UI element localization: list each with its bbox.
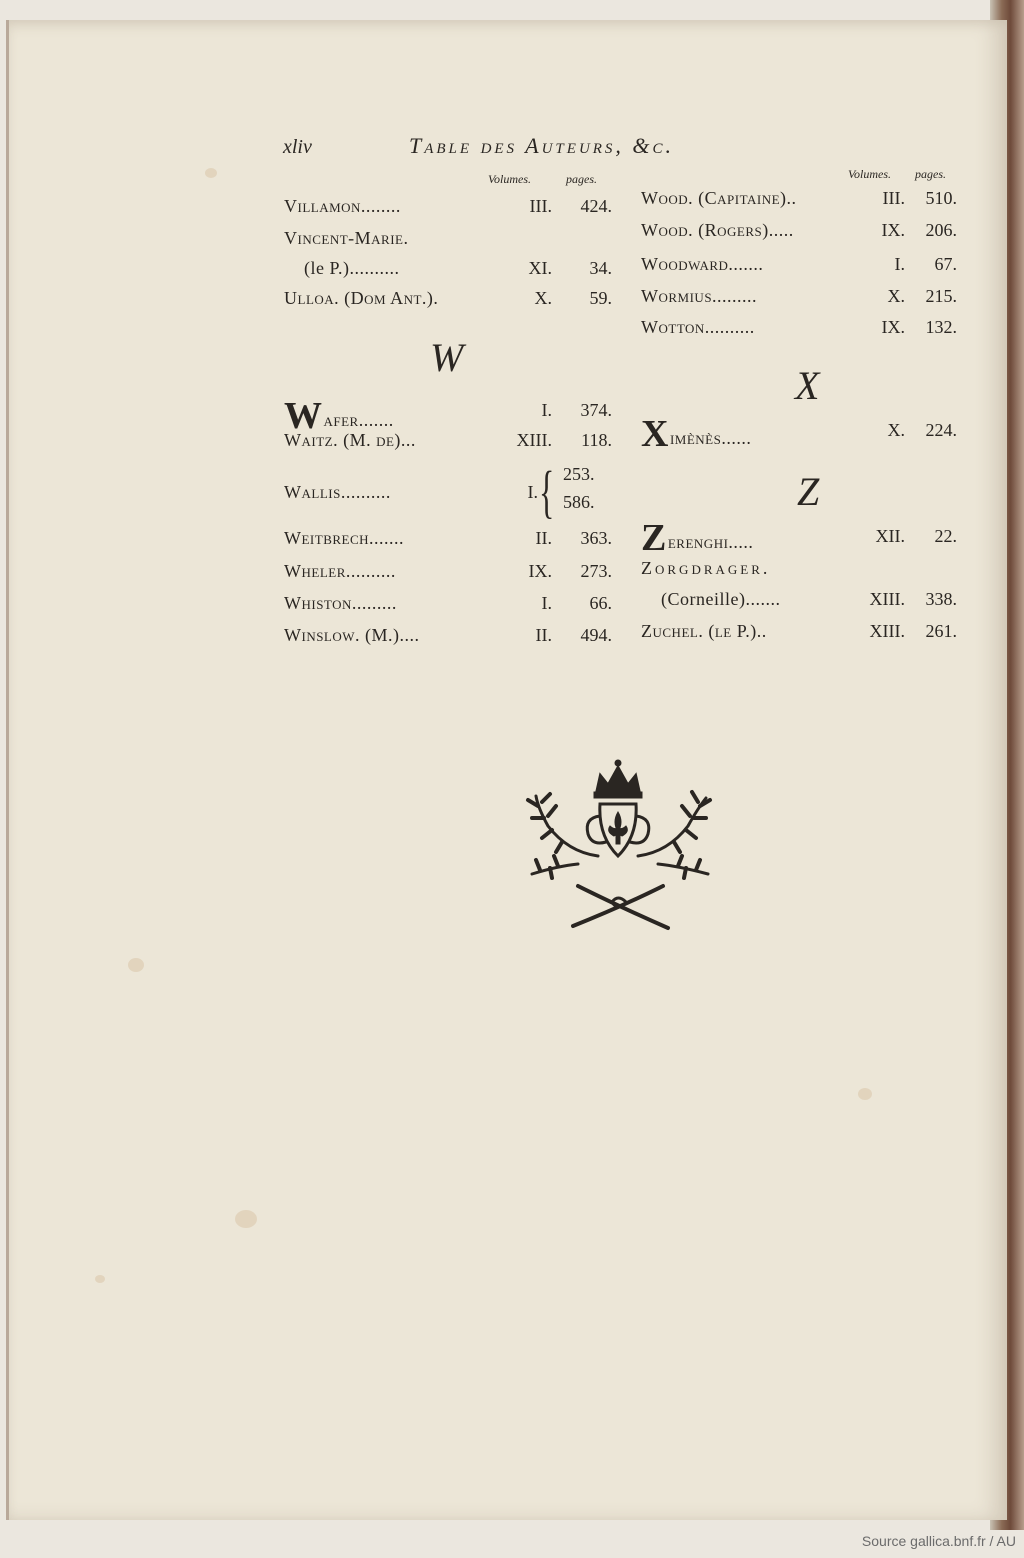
- right-volumes-head: Volumes.: [848, 167, 891, 181]
- entry-volume: III.: [882, 188, 905, 208]
- entry-name: Wormius.........: [641, 286, 758, 306]
- entry-page: 374.: [580, 400, 612, 420]
- entry-page: 586.: [563, 492, 595, 512]
- entry-volume: XII.: [875, 526, 905, 546]
- entry-volume: I.: [541, 400, 552, 420]
- entry-name: Villamon........: [284, 196, 401, 216]
- entry-page: 118.: [581, 430, 612, 450]
- entry-volume: IX.: [881, 317, 905, 337]
- left-pages-head: pages.: [566, 172, 597, 186]
- entry-page: 59.: [589, 288, 612, 308]
- paper-stain: [858, 1088, 872, 1100]
- entry-name-rest: imènès......: [669, 428, 752, 448]
- entry-name-rest: afer.......: [323, 410, 394, 430]
- entry-page: 66.: [589, 593, 612, 613]
- index-entry: [641, 220, 957, 248]
- entry-volume: I.: [894, 254, 905, 274]
- index-entry: [284, 625, 612, 653]
- entry-volume: XIII.: [516, 430, 552, 450]
- entry-page: 67.: [934, 254, 957, 274]
- index-entry: [641, 589, 957, 617]
- entry-volume: II.: [535, 528, 552, 548]
- entry-name: Zuchel. (le P.)..: [641, 621, 767, 641]
- entry-name: Vincent-Marie.: [284, 228, 409, 248]
- curly-brace: {: [539, 459, 555, 524]
- entry-name: [641, 516, 753, 560]
- entry-volume: XIII.: [869, 589, 905, 609]
- entry-volume: IX.: [528, 561, 552, 581]
- entry-name: Waitz. (M. de)...: [284, 430, 416, 450]
- drop-initial: W: [284, 395, 323, 437]
- entry-name: Wood. (Capitaine)..: [641, 188, 797, 208]
- section-letter-x: X: [795, 363, 820, 408]
- entry-name: Winslow. (M.)....: [284, 625, 420, 645]
- entry-name: Weitbrech.......: [284, 528, 405, 548]
- entry-volume: I.: [541, 593, 552, 613]
- entry-page: 215.: [925, 286, 957, 306]
- entry-page: 494.: [580, 625, 612, 645]
- entry-page: 273.: [580, 561, 612, 581]
- index-entry: [641, 516, 957, 559]
- index-entry: [284, 528, 612, 556]
- index-entry: [641, 412, 957, 455]
- entry-volume: IX.: [881, 220, 905, 240]
- entry-name: Woodward.......: [641, 254, 764, 274]
- entry-page: 253.: [563, 464, 595, 484]
- page-number: xliv: [283, 136, 312, 158]
- entry-volume: I.: [527, 482, 538, 502]
- entry-volume: X.: [534, 288, 552, 308]
- source-credit: Source gallica.bnf.fr / AU: [861, 1533, 1016, 1549]
- entry-page: 338.: [925, 589, 957, 609]
- index-entry: [641, 286, 957, 314]
- entry-page: 363.: [580, 528, 612, 548]
- drop-initial: Z: [641, 517, 667, 559]
- entry-name-rest: erenghi.....: [667, 532, 754, 552]
- index-entry: [284, 561, 612, 589]
- index-entry: [284, 258, 612, 286]
- paper-stain: [205, 168, 217, 178]
- entry-name: (le P.)..........: [304, 258, 400, 278]
- entry-name: Wood. (Rogers).....: [641, 220, 794, 240]
- index-entry: [641, 558, 957, 586]
- running-title: Table des Auteurs, &c.: [409, 133, 675, 158]
- entry-page: 132.: [925, 317, 957, 337]
- section-letter-w: W: [430, 335, 464, 380]
- entry-name: (Corneille).......: [661, 589, 781, 609]
- entry-name: Zorgdrager.: [641, 558, 771, 578]
- entry-volume: XI.: [528, 258, 552, 278]
- paper-stain: [128, 958, 144, 972]
- entry-name: Wallis..........: [284, 482, 391, 502]
- index-entry: [284, 288, 612, 316]
- entry-name: Wotton..........: [641, 317, 755, 337]
- section-letter-z: Z: [797, 469, 820, 514]
- right-pages-head: pages.: [915, 167, 946, 181]
- entry-name: Whiston.........: [284, 593, 397, 613]
- index-entry: [284, 228, 612, 256]
- entry-name: [641, 412, 751, 456]
- entry-page: 424.: [580, 196, 612, 216]
- entry-volume: II.: [535, 625, 552, 645]
- entry-page: 261.: [925, 621, 957, 641]
- entry-page: 510.: [925, 188, 957, 208]
- entry-page: 206.: [925, 220, 957, 240]
- entry-volume: X.: [887, 420, 905, 440]
- wallis-brace: [539, 459, 619, 524]
- royal-crest-ornament: [518, 756, 723, 934]
- entry-volume: III.: [529, 196, 552, 216]
- index-entry: [284, 196, 612, 224]
- drop-initial: X: [641, 413, 669, 455]
- entry-name: Ulloa. (Dom Ant.).: [284, 288, 439, 308]
- entry-volume: XIII.: [869, 621, 905, 641]
- index-entry: [284, 394, 612, 437]
- entry-page: 34.: [589, 258, 612, 278]
- paper-stain: [95, 1275, 105, 1283]
- entry-name: Wheler..........: [284, 561, 396, 581]
- index-entry: [284, 593, 612, 621]
- entry-volume: X.: [887, 286, 905, 306]
- index-entry: [641, 254, 957, 282]
- index-entry: [641, 188, 957, 216]
- left-volumes-head: Volumes.: [488, 172, 531, 186]
- entry-page: 22.: [934, 526, 957, 546]
- index-entry: [641, 317, 957, 345]
- paper-stain: [235, 1210, 257, 1228]
- entry-page: 224.: [925, 420, 957, 440]
- index-entry: [641, 621, 957, 649]
- index-entry: [284, 430, 612, 458]
